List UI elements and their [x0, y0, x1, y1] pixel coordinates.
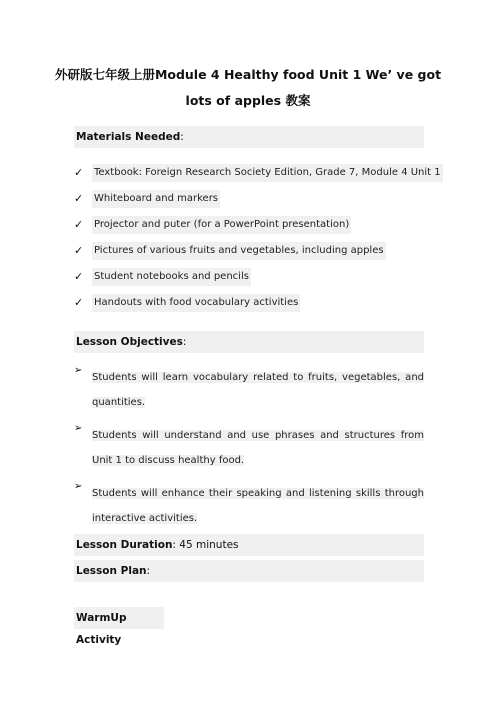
- list-item: ✓ Projector and puter (for a PowerPoint presentation): [74, 212, 424, 238]
- arrow-bullet-icon: ➢: [74, 423, 83, 434]
- check-mark-icon: ✓: [74, 218, 84, 231]
- duration-value: : 45 minutes: [172, 539, 239, 551]
- materials-heading: Materials Needed:: [74, 126, 424, 148]
- list-item: ✓ Pictures of various fruits and vegetables, including apples: [74, 238, 424, 264]
- objectives-heading: Lesson Objectives:: [74, 331, 424, 353]
- check-mark-icon: ✓: [74, 244, 84, 257]
- list-item: ✓ Textbook: Foreign Research Society Edition, Grade 7, Module 4 Unit 1: [74, 160, 424, 186]
- arrow-bullet-icon: ➢: [74, 365, 83, 376]
- duration-heading: Lesson Duration: 45 minutes: [74, 534, 424, 556]
- arrow-bullet-icon: ➢: [74, 481, 83, 492]
- warmup-heading: WarmUp Activity: [74, 607, 164, 629]
- list-item: ✓ Student notebooks and pencils: [74, 264, 424, 290]
- materials-list: [74, 160, 441, 316]
- check-mark-icon: ✓: [74, 166, 84, 179]
- title-line-2: lots of apples 教案: [185, 93, 311, 108]
- list-item: ➢ Students will understand and use phrases and structures from Unit 1 to discuss healthy food.: [74, 423, 424, 466]
- list-item: ✓ Handouts with food vocabulary activities: [74, 290, 424, 316]
- check-mark-icon: ✓: [74, 270, 84, 283]
- plan-heading: Lesson Plan:: [74, 560, 424, 582]
- list-item: ✓ Whiteboard and markers: [74, 186, 424, 212]
- title-line-1: 外研版七年级上册Module 4 Healthy food Unit 1 We’ ve got: [54, 67, 442, 82]
- document-title: [40, 62, 456, 114]
- list-item: ➢ Students will enhance their speaking and listening skills through interactive activities.: [74, 481, 424, 524]
- objectives-list: [74, 365, 424, 539]
- check-mark-icon: ✓: [74, 192, 84, 205]
- list-item: ➢ Students will learn vocabulary related to fruits, vegetables, and quantities.: [74, 365, 424, 408]
- check-mark-icon: ✓: [74, 296, 84, 309]
